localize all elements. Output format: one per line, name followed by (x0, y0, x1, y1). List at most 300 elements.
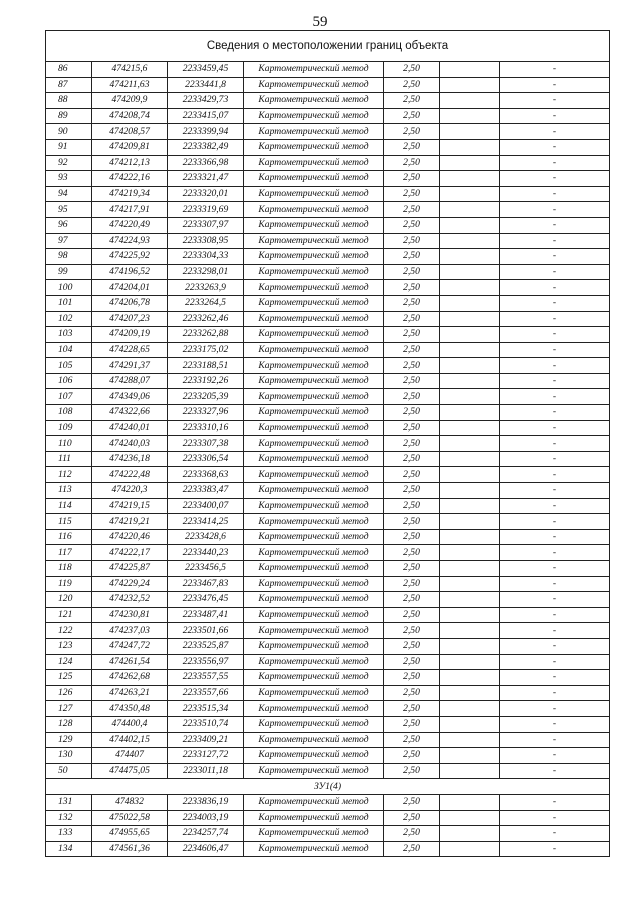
method-cell: Картометрический метод (244, 670, 384, 686)
coordinate-x-cell: 474228,65 (92, 342, 168, 358)
note-cell: - (500, 716, 610, 732)
method-cell: Картометрический метод (244, 186, 384, 202)
accuracy-cell: 2,50 (384, 62, 440, 78)
point-number-cell: 110 (46, 436, 92, 452)
coordinate-y-cell: 2233414,25 (168, 514, 244, 530)
coordinate-y-cell: 2233368,63 (168, 467, 244, 483)
note-cell: - (500, 358, 610, 374)
description-cell (440, 108, 500, 124)
coordinate-x-cell: 474262,68 (92, 670, 168, 686)
description-cell (440, 93, 500, 109)
description-cell (440, 451, 500, 467)
description-cell (440, 670, 500, 686)
method-cell: Картометрический метод (244, 561, 384, 577)
note-cell: - (500, 171, 610, 187)
description-cell (440, 467, 500, 483)
coordinate-y-cell: 2233501,66 (168, 623, 244, 639)
description-cell (440, 685, 500, 701)
point-number-cell: 120 (46, 592, 92, 608)
coordinate-y-cell: 2233205,39 (168, 389, 244, 405)
coordinate-y-cell: 2233440,23 (168, 545, 244, 561)
point-number-cell: 104 (46, 342, 92, 358)
method-cell: Картометрический метод (244, 405, 384, 421)
table-row (46, 826, 610, 842)
accuracy-cell: 2,50 (384, 373, 440, 389)
table-row (46, 763, 610, 779)
coordinate-x-cell: 474288,07 (92, 373, 168, 389)
method-cell: Картометрический метод (244, 794, 384, 810)
coordinate-x-cell: 474222,16 (92, 171, 168, 187)
coordinate-y-cell: 2233327,96 (168, 405, 244, 421)
accuracy-cell: 2,50 (384, 280, 440, 296)
coordinate-x-cell: 474220,3 (92, 483, 168, 499)
coordinate-x-cell: 474402,15 (92, 732, 168, 748)
accuracy-cell: 2,50 (384, 217, 440, 233)
point-number-cell: 96 (46, 217, 92, 233)
method-cell: Картометрический метод (244, 171, 384, 187)
method-cell: Картометрический метод (244, 77, 384, 93)
method-cell: Картометрический метод (244, 607, 384, 623)
point-number-cell: 128 (46, 716, 92, 732)
table-row (46, 139, 610, 155)
note-cell: - (500, 62, 610, 78)
coordinate-x-cell: 474240,03 (92, 436, 168, 452)
table-row (46, 186, 610, 202)
method-cell: Картометрический метод (244, 420, 384, 436)
coordinate-y-cell: 2233319,69 (168, 202, 244, 218)
method-cell: Картометрический метод (244, 327, 384, 343)
coordinate-x-cell: 474208,74 (92, 108, 168, 124)
table-row (46, 451, 610, 467)
method-cell: Картометрический метод (244, 576, 384, 592)
coordinate-x-cell: 474208,57 (92, 124, 168, 140)
table-row (46, 701, 610, 717)
note-cell: - (500, 249, 610, 265)
note-cell: - (500, 561, 610, 577)
table-row (46, 514, 610, 530)
point-number-cell: 89 (46, 108, 92, 124)
note-cell: - (500, 264, 610, 280)
note-cell: - (500, 451, 610, 467)
note-cell: - (500, 810, 610, 826)
coordinate-y-cell: 2233306,54 (168, 451, 244, 467)
table-row (46, 841, 610, 857)
note-cell: - (500, 217, 610, 233)
point-number-cell: 121 (46, 607, 92, 623)
point-number-cell: 124 (46, 654, 92, 670)
coordinate-x-cell: 474222,48 (92, 467, 168, 483)
point-number-cell: 125 (46, 670, 92, 686)
accuracy-cell: 2,50 (384, 529, 440, 545)
method-cell: Картометрический метод (244, 483, 384, 499)
description-cell (440, 77, 500, 93)
note-cell: - (500, 841, 610, 857)
description-cell (440, 592, 500, 608)
point-number-cell: 97 (46, 233, 92, 249)
accuracy-cell: 2,50 (384, 654, 440, 670)
accuracy-cell: 2,50 (384, 561, 440, 577)
coordinate-y-cell: 2233456,5 (168, 561, 244, 577)
coordinate-y-cell: 2233308,95 (168, 233, 244, 249)
description-cell (440, 155, 500, 171)
point-number-cell: 123 (46, 638, 92, 654)
point-number-cell: 50 (46, 763, 92, 779)
description-cell (440, 217, 500, 233)
coordinate-y-cell: 2233264,5 (168, 295, 244, 311)
description-cell (440, 654, 500, 670)
method-cell: Картометрический метод (244, 467, 384, 483)
coordinate-x-cell: 475022,58 (92, 810, 168, 826)
coordinate-x-cell: 474225,87 (92, 561, 168, 577)
coordinate-y-cell: 2233011,18 (168, 763, 244, 779)
method-cell: Картометрический метод (244, 701, 384, 717)
point-number-cell: 133 (46, 826, 92, 842)
point-number-cell: 91 (46, 139, 92, 155)
table-row (46, 327, 610, 343)
description-cell (440, 373, 500, 389)
accuracy-cell: 2,50 (384, 327, 440, 343)
accuracy-cell: 2,50 (384, 623, 440, 639)
point-number-cell: 95 (46, 202, 92, 218)
coordinate-y-cell: 2233127,72 (168, 748, 244, 764)
coordinate-x-cell: 474229,24 (92, 576, 168, 592)
method-cell: Картометрический метод (244, 389, 384, 405)
coordinate-x-cell: 474350,48 (92, 701, 168, 717)
accuracy-cell: 2,50 (384, 295, 440, 311)
description-cell (440, 545, 500, 561)
boundary-coordinates-table (45, 30, 610, 857)
coordinate-y-cell: 2233557,55 (168, 670, 244, 686)
description-cell (440, 171, 500, 187)
note-cell: - (500, 794, 610, 810)
table-row (46, 685, 610, 701)
description-cell (440, 311, 500, 327)
description-cell (440, 124, 500, 140)
method-cell: Картометрический метод (244, 763, 384, 779)
table-row (46, 202, 610, 218)
note-cell: - (500, 529, 610, 545)
note-cell: - (500, 342, 610, 358)
accuracy-cell: 2,50 (384, 794, 440, 810)
description-cell (440, 514, 500, 530)
point-number-cell: 129 (46, 732, 92, 748)
note-cell: - (500, 467, 610, 483)
point-number-cell: 107 (46, 389, 92, 405)
method-cell: Картометрический метод (244, 498, 384, 514)
point-number-cell: 90 (46, 124, 92, 140)
description-cell (440, 576, 500, 592)
point-number-cell: 112 (46, 467, 92, 483)
description-cell (440, 826, 500, 842)
table-row (46, 280, 610, 296)
point-number-cell: 108 (46, 405, 92, 421)
method-cell: Картометрический метод (244, 342, 384, 358)
accuracy-cell: 2,50 (384, 732, 440, 748)
table-row (46, 358, 610, 374)
table-row (46, 607, 610, 623)
page-number: 59 (312, 14, 328, 30)
method-cell: Картометрический метод (244, 732, 384, 748)
coordinate-x-cell: 474240,01 (92, 420, 168, 436)
point-number-cell: 114 (46, 498, 92, 514)
method-cell: Картометрический метод (244, 202, 384, 218)
note-cell: - (500, 638, 610, 654)
coordinate-x-cell: 474561,36 (92, 841, 168, 857)
coordinate-y-cell: 2233307,38 (168, 436, 244, 452)
note-cell: - (500, 483, 610, 499)
accuracy-cell: 2,50 (384, 155, 440, 171)
accuracy-cell: 2,50 (384, 826, 440, 842)
method-cell: Картометрический метод (244, 264, 384, 280)
point-number-cell: 127 (46, 701, 92, 717)
description-cell (440, 794, 500, 810)
table-row (46, 748, 610, 764)
method-cell: Картометрический метод (244, 93, 384, 109)
accuracy-cell: 2,50 (384, 451, 440, 467)
table-row (46, 545, 610, 561)
note-cell: - (500, 202, 610, 218)
coordinate-y-cell: 2233262,46 (168, 311, 244, 327)
table-row (46, 77, 610, 93)
note-cell: - (500, 295, 610, 311)
description-cell (440, 342, 500, 358)
coordinate-y-cell: 2233459,45 (168, 62, 244, 78)
table-row (46, 389, 610, 405)
note-cell: - (500, 373, 610, 389)
method-cell: Картометрический метод (244, 654, 384, 670)
coordinate-y-cell: 2233415,07 (168, 108, 244, 124)
coordinate-y-cell: 2233510,74 (168, 716, 244, 732)
accuracy-cell: 2,50 (384, 420, 440, 436)
accuracy-cell: 2,50 (384, 498, 440, 514)
coordinate-x-cell: 474232,52 (92, 592, 168, 608)
coordinate-x-cell: 474322,66 (92, 405, 168, 421)
coordinate-x-cell: 474219,34 (92, 186, 168, 202)
coordinate-y-cell: 2233304,33 (168, 249, 244, 265)
point-number-cell: 126 (46, 685, 92, 701)
method-cell: Картометрический метод (244, 124, 384, 140)
section-row (46, 779, 610, 795)
description-cell (440, 420, 500, 436)
coordinate-y-cell: 2233515,34 (168, 701, 244, 717)
accuracy-cell: 2,50 (384, 701, 440, 717)
note-cell: - (500, 389, 610, 405)
table-row (46, 467, 610, 483)
coordinate-y-cell: 2233399,94 (168, 124, 244, 140)
note-cell: - (500, 93, 610, 109)
point-number-cell: 106 (46, 373, 92, 389)
coordinate-y-cell: 2233556,97 (168, 654, 244, 670)
method-cell: Картометрический метод (244, 436, 384, 452)
method-cell: Картометрический метод (244, 529, 384, 545)
point-number-cell: 101 (46, 295, 92, 311)
table-row (46, 716, 610, 732)
coordinate-y-cell: 2233382,49 (168, 139, 244, 155)
point-number-cell: 105 (46, 358, 92, 374)
coordinate-y-cell: 2233409,21 (168, 732, 244, 748)
note-cell: - (500, 545, 610, 561)
coordinate-x-cell: 474236,18 (92, 451, 168, 467)
description-cell (440, 701, 500, 717)
section-label: ЗУ1(4) (46, 779, 610, 795)
table-row (46, 93, 610, 109)
table-row (46, 592, 610, 608)
point-number-cell: 117 (46, 545, 92, 561)
description-cell (440, 810, 500, 826)
coordinate-x-cell: 474207,23 (92, 311, 168, 327)
table-row (46, 670, 610, 686)
accuracy-cell: 2,50 (384, 77, 440, 93)
accuracy-cell: 2,50 (384, 389, 440, 405)
coordinate-y-cell: 2233298,01 (168, 264, 244, 280)
accuracy-cell: 2,50 (384, 233, 440, 249)
accuracy-cell: 2,50 (384, 93, 440, 109)
description-cell (440, 498, 500, 514)
note-cell: - (500, 311, 610, 327)
coordinate-y-cell: 2233441,8 (168, 77, 244, 93)
note-cell: - (500, 654, 610, 670)
description-cell (440, 358, 500, 374)
coordinate-y-cell: 2233428,6 (168, 529, 244, 545)
coordinate-y-cell: 2233321,47 (168, 171, 244, 187)
description-cell (440, 389, 500, 405)
method-cell: Картометрический метод (244, 62, 384, 78)
table-row (46, 529, 610, 545)
coordinate-y-cell: 2233383,47 (168, 483, 244, 499)
description-cell (440, 202, 500, 218)
coordinate-y-cell: 2233307,97 (168, 217, 244, 233)
method-cell: Картометрический метод (244, 139, 384, 155)
method-cell: Картометрический метод (244, 810, 384, 826)
method-cell: Картометрический метод (244, 233, 384, 249)
coordinate-y-cell: 2233429,73 (168, 93, 244, 109)
description-cell (440, 280, 500, 296)
coordinate-x-cell: 474225,92 (92, 249, 168, 265)
coordinate-x-cell: 474230,81 (92, 607, 168, 623)
note-cell: - (500, 826, 610, 842)
method-cell: Картометрический метод (244, 358, 384, 374)
method-cell: Картометрический метод (244, 638, 384, 654)
accuracy-cell: 2,50 (384, 264, 440, 280)
description-cell (440, 763, 500, 779)
coordinate-y-cell: 2233525,87 (168, 638, 244, 654)
accuracy-cell: 2,50 (384, 592, 440, 608)
table-row (46, 62, 610, 78)
point-number-cell: 118 (46, 561, 92, 577)
note-cell: - (500, 498, 610, 514)
coordinate-x-cell: 474215,6 (92, 62, 168, 78)
table-row (46, 108, 610, 124)
note-cell: - (500, 748, 610, 764)
table-row (46, 264, 610, 280)
coordinate-y-cell: 2233320,01 (168, 186, 244, 202)
point-number-cell: 87 (46, 77, 92, 93)
accuracy-cell: 2,50 (384, 108, 440, 124)
note-cell: - (500, 327, 610, 343)
method-cell: Картометрический метод (244, 295, 384, 311)
point-number-cell: 94 (46, 186, 92, 202)
note-cell: - (500, 623, 610, 639)
coordinate-x-cell: 474400,4 (92, 716, 168, 732)
coordinate-y-cell: 2233310,16 (168, 420, 244, 436)
point-number-cell: 109 (46, 420, 92, 436)
coordinate-y-cell: 2234257,74 (168, 826, 244, 842)
method-cell: Картометрический метод (244, 623, 384, 639)
note-cell: - (500, 77, 610, 93)
coordinate-x-cell: 474209,19 (92, 327, 168, 343)
note-cell: - (500, 233, 610, 249)
coordinate-x-cell: 474222,17 (92, 545, 168, 561)
accuracy-cell: 2,50 (384, 171, 440, 187)
accuracy-cell: 2,50 (384, 342, 440, 358)
table-row (46, 794, 610, 810)
description-cell (440, 483, 500, 499)
point-number-cell: 88 (46, 93, 92, 109)
note-cell: - (500, 592, 610, 608)
coordinate-x-cell: 474206,78 (92, 295, 168, 311)
coordinate-x-cell: 474219,15 (92, 498, 168, 514)
coordinate-x-cell: 474291,37 (92, 358, 168, 374)
coordinate-y-cell: 2233836,19 (168, 794, 244, 810)
note-cell: - (500, 155, 610, 171)
method-cell: Картометрический метод (244, 280, 384, 296)
note-cell: - (500, 280, 610, 296)
description-cell (440, 623, 500, 639)
description-cell (440, 233, 500, 249)
accuracy-cell: 2,50 (384, 405, 440, 421)
table-row (46, 373, 610, 389)
point-number-cell: 122 (46, 623, 92, 639)
point-number-cell: 131 (46, 794, 92, 810)
table-title-row (46, 31, 610, 62)
table-row (46, 436, 610, 452)
coordinate-x-cell: 474217,91 (92, 202, 168, 218)
accuracy-cell: 2,50 (384, 670, 440, 686)
coordinate-x-cell: 474196,52 (92, 264, 168, 280)
coordinate-x-cell: 474209,81 (92, 139, 168, 155)
accuracy-cell: 2,50 (384, 841, 440, 857)
description-cell (440, 607, 500, 623)
point-number-cell: 86 (46, 62, 92, 78)
point-number-cell: 92 (46, 155, 92, 171)
note-cell: - (500, 576, 610, 592)
accuracy-cell: 2,50 (384, 576, 440, 592)
point-number-cell: 111 (46, 451, 92, 467)
coordinate-y-cell: 2233192,26 (168, 373, 244, 389)
description-cell (440, 249, 500, 265)
coordinate-x-cell: 474220,46 (92, 529, 168, 545)
description-cell (440, 327, 500, 343)
coordinate-y-cell: 2233262,88 (168, 327, 244, 343)
point-number-cell: 103 (46, 327, 92, 343)
description-cell (440, 405, 500, 421)
table-row (46, 561, 610, 577)
note-cell: - (500, 108, 610, 124)
description-cell (440, 436, 500, 452)
table-row (46, 654, 610, 670)
coordinate-x-cell: 474220,49 (92, 217, 168, 233)
table-row (46, 405, 610, 421)
accuracy-cell: 2,50 (384, 483, 440, 499)
coordinate-x-cell: 474219,21 (92, 514, 168, 530)
method-cell: Картометрический метод (244, 451, 384, 467)
coordinate-y-cell: 2233175,02 (168, 342, 244, 358)
point-number-cell: 98 (46, 249, 92, 265)
point-number-cell: 130 (46, 748, 92, 764)
accuracy-cell: 2,50 (384, 186, 440, 202)
accuracy-cell: 2,50 (384, 716, 440, 732)
point-number-cell: 115 (46, 514, 92, 530)
